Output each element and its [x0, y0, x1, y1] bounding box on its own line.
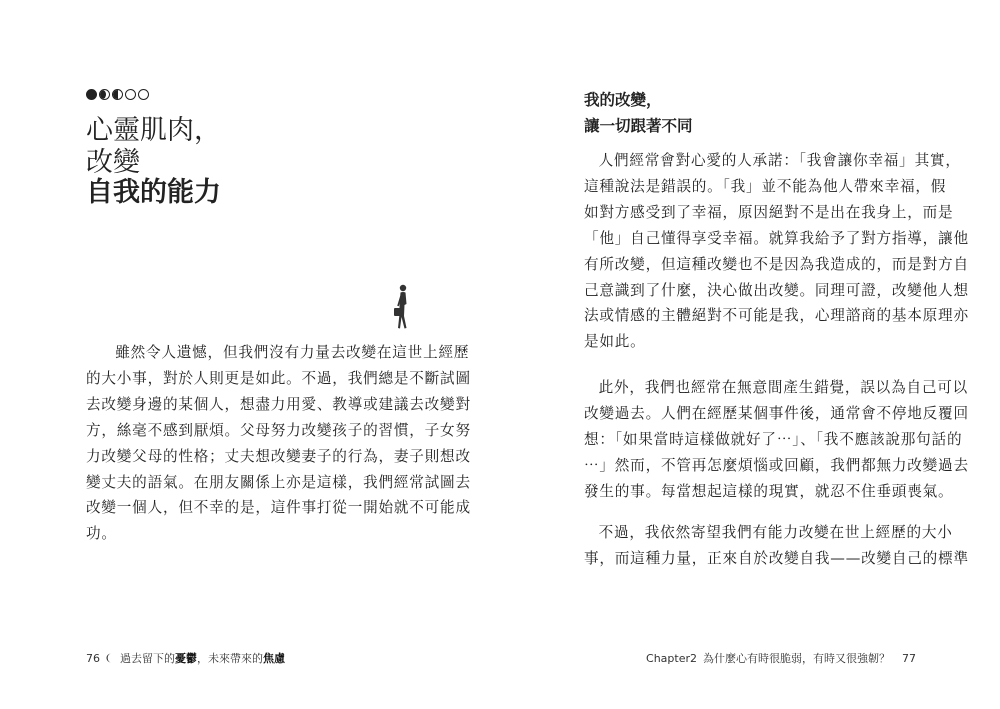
- body-paragraph: [584, 148, 969, 355]
- empty-moon-icon: [138, 89, 149, 100]
- text-line: 功。: [86, 525, 117, 543]
- text-line: 此外，我們也經常在無意間產生錯覺，誤以為自己可以: [598, 379, 969, 396]
- body-paragraph: [584, 375, 969, 505]
- page-number: 76: [86, 651, 100, 665]
- full-moon-icon: [86, 89, 97, 100]
- text-line: 的大小事，對於人則更是如此。不過，我們總是不斷試圖: [86, 369, 471, 387]
- text-line: 事，而這種力量，正來自於改變自我——改變自己的標準: [584, 549, 969, 567]
- moon-phase-icons: [86, 89, 149, 102]
- body-paragraph: [86, 340, 471, 547]
- text-line: 法或情感的主體絕對不可能是我，心理諮商的基本原理亦: [584, 307, 969, 325]
- chapter-title: 為什麼心有時很脆弱，有時又很強韌？: [703, 652, 890, 665]
- body-paragraph: [584, 520, 969, 572]
- text-line: 人們經常會對心愛的人承諾：「我會讓你幸福」其實，: [598, 152, 961, 169]
- walking-person-icon: [392, 284, 414, 330]
- text-line: 改變一個人，但不幸的是，這件事打從一開始就不可能成: [86, 499, 471, 517]
- section-heading: [584, 87, 693, 139]
- text-line: 力改變父母的性格；丈夫想改變妻子的行為，妻子則想改: [86, 447, 471, 465]
- text-line: 不過，我依然寄望我們有能力改變在世上經歷的大小: [598, 524, 953, 541]
- text-line: 改變過去。人們在經歷某個事件後，通常會不停地反覆回: [584, 404, 969, 422]
- text-line: 雖然令人遺憾，但我們沒有力量去改變在這世上經歷: [115, 344, 470, 361]
- footer-emphasis: 憂鬱: [175, 652, 197, 665]
- chapter-title-line-2: 改變: [86, 147, 140, 178]
- chapter-title-line-1: 心靈肌肉，: [86, 115, 221, 146]
- left-footer: [86, 650, 285, 666]
- crescent-moon-icon: [105, 653, 115, 663]
- right-footer: [646, 650, 916, 666]
- text-line: 發生的事。每當想起這樣的現實，就忍不住垂頭喪氣。: [584, 482, 954, 500]
- text-line: 「他」自己懂得享受幸福。就算我給予了對方指導，讓他: [584, 229, 969, 247]
- heading-line: 讓一切跟著不同: [584, 117, 693, 135]
- right-page: [500, 0, 1000, 709]
- text-line: 變丈夫的語氣。在朋友關係上亦是這樣，我們經常試圖去: [86, 473, 471, 491]
- text-line: 方，絲毫不感到厭煩。父母努力改變孩子的習慣，子女努: [86, 421, 471, 439]
- heading-line: 我的改變，: [584, 91, 662, 109]
- text-line: 是如此。: [584, 333, 646, 351]
- chapter-title-line-3: 自我的能力: [86, 177, 221, 208]
- text-line: 想：「如果當時這樣做就好了⋯」、「我不應該說那句話的: [584, 430, 963, 448]
- half-moon-icon: [112, 89, 123, 100]
- text-line: 有所改變，但這種改變也不是因為我造成的，而是對方自: [584, 255, 969, 273]
- footer-text: ，未來帶來的: [197, 652, 263, 665]
- footer-emphasis: 焦慮: [263, 652, 285, 665]
- text-line: 己意識到了什麼，決心做出改變。同理可證，改變他人想: [584, 281, 969, 299]
- text-line: 去改變身邊的某個人，想盡力用愛、教導或建議去改變對: [86, 395, 471, 413]
- text-line: 這種說法是錯誤的。「我」並不能為他人帶來幸福，假: [584, 177, 947, 195]
- footer-text: 過去留下的: [120, 652, 175, 665]
- text-line: ⋯」然而，不管再怎麼煩惱或回顧，我們都無力改變過去: [584, 456, 969, 474]
- chapter-label: Chapter2: [646, 651, 697, 665]
- crescent-moon-icon: [99, 89, 110, 100]
- empty-moon-icon: [125, 89, 136, 100]
- text-line: 如對方感受到了幸福，原因絕對不是出在我身上，而是: [584, 203, 954, 221]
- page-number: 77: [902, 651, 916, 665]
